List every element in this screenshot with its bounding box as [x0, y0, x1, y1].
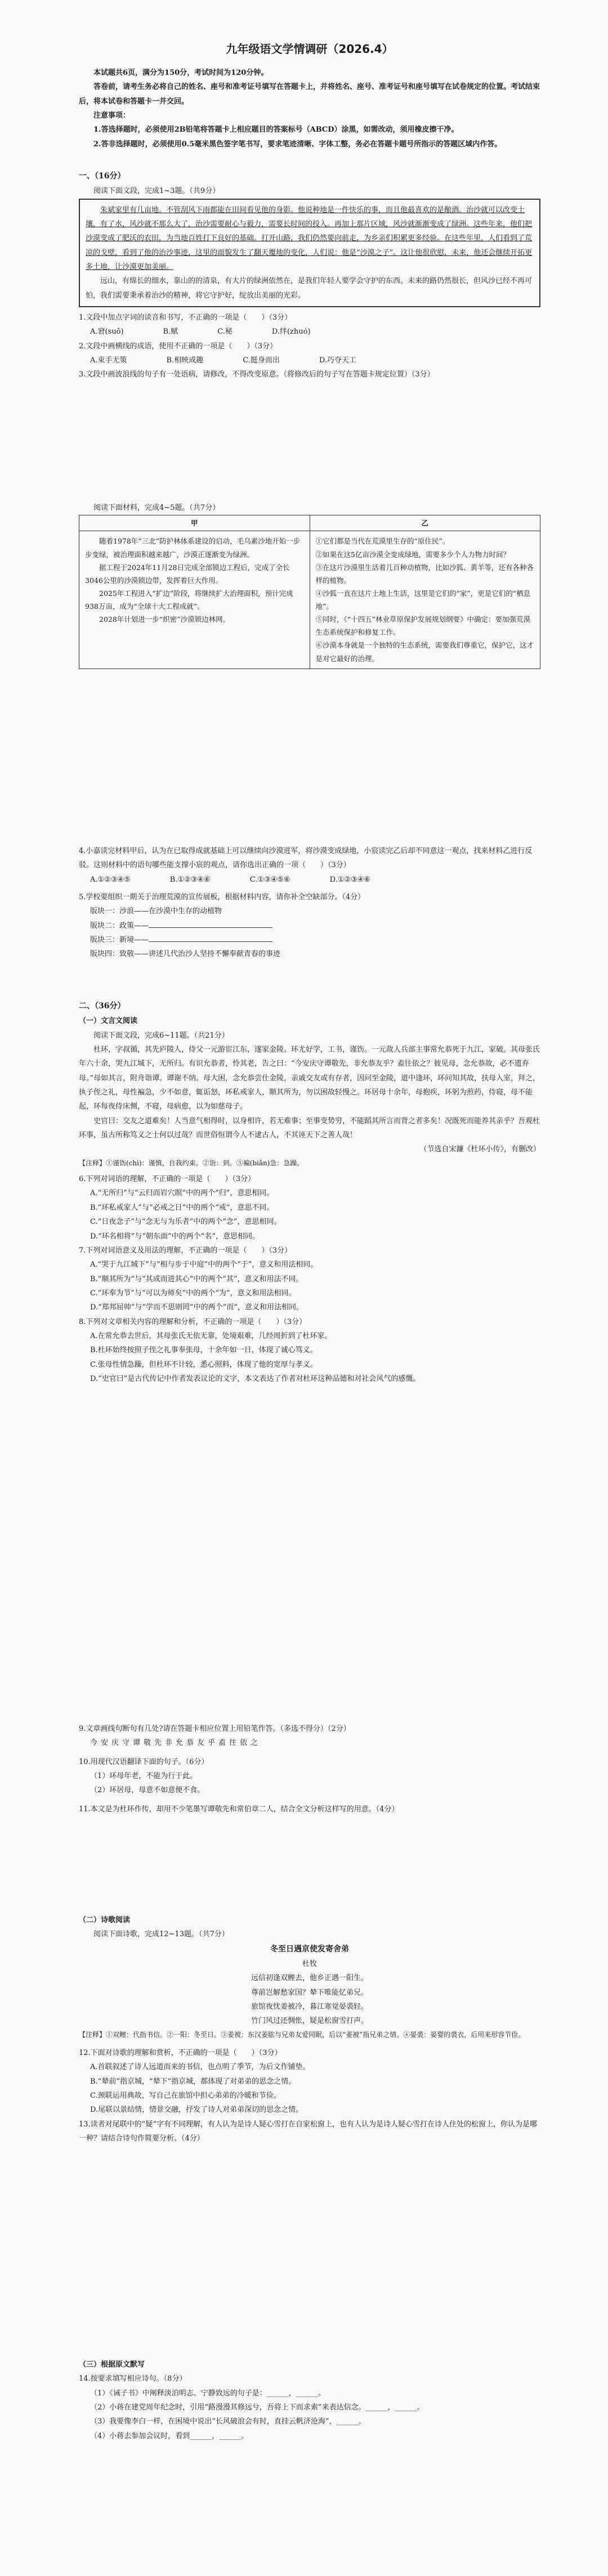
question-7: 7.下列对词语意义及用法的理解，不正确的一项是（ ）（3分） — [79, 1246, 292, 1255]
q14-item-2[interactable]: （2）小蒋在建党周年纪念时，引用“路漫漫其修远兮，吾将上下而求索”来表达信念。______，______。 — [90, 2403, 424, 2412]
question-4-options — [79, 873, 540, 887]
question-2: 2.文段中画横线的成语，使用不正确的一项是（ ）（3分） — [79, 342, 278, 351]
q1-option-c[interactable]: C.秘 — [217, 327, 233, 336]
q7-option-b[interactable]: B.“顺其所为”与“其成而进其心”中的两个“其”，意义和用法不同。 — [90, 1274, 303, 1283]
material-b-item: ①它们都是当代在荒漠里生存的“原住民”。 — [315, 537, 450, 546]
question-1: 1.文段中加点字词的读音和书写，不正确的一项是（ ）（3分） — [79, 313, 292, 322]
q1-option-b[interactable]: B.赋 — [163, 327, 178, 336]
q4-option-b[interactable]: B.①②③④⑥ — [169, 875, 211, 884]
exam-header — [79, 38, 540, 151]
poem-line-2: 尊前岂解愁家国？辇下唯能忆弟兄。 — [251, 1988, 368, 1997]
material-col-b-header: 乙 — [310, 515, 540, 531]
q12-option-d[interactable]: D.尾联以景结情，情景交融，抒发了诗人对弟弟深切的思念之情。 — [90, 2106, 303, 2115]
read-intro-1-3: 阅读下面文段，完成1~3题。（共9分） — [93, 187, 220, 196]
q9-sentence[interactable]: 今安庆守谭敬先非允恭友乎盍往依之 — [90, 1739, 262, 1748]
poetry-section-title: （二）诗歌阅读 — [79, 1916, 131, 1924]
q6-option-d[interactable]: D.“环名相将”与“朝东面”中的两个“名”，意思相同。 — [90, 1232, 260, 1241]
question-4: 4.小嘉读完材料甲后，认为在已取得成就基础上可以继续向沙漠进军，将沙漠变成绿地，小宸读完乙后却不同意这一观点，找来材料乙进行反驳。这则材料中的语句哪些能支撑小宸的观点，请你选出正确的一项（ ）（3分） — [79, 847, 533, 870]
q2-option-d[interactable]: D.巧夺天工 — [319, 356, 356, 365]
questions-4-5 — [79, 844, 540, 962]
classical-section-title: （一）文言文阅读 — [79, 1017, 138, 1026]
question-10: 10.用现代汉语翻译下面的句子。（6分） — [79, 1757, 209, 1766]
material-b-item: ②如果在这5亿亩沙漠全变成绿地，需要多少个人力物力时间？ — [315, 550, 510, 559]
material-section — [79, 501, 540, 669]
recitation-section-title: （三）根据原文默写 — [79, 2360, 145, 2369]
read-intro-4-5: 阅读下面材料，完成4~5题。（共7分） — [93, 504, 220, 512]
material-a-para: 据工程于2024年11月28日完成全部锁边工程后，完成了全长3046公里的沙漠锁边带，发挥着巨大作用。 — [85, 563, 290, 585]
q2-option-b[interactable]: B.相映成趣 — [166, 356, 204, 365]
q6-option-a[interactable]: A.“无所归”与“云归而岩穴暝”中的两个“归”，意思相同。 — [90, 1189, 274, 1198]
q12-option-b[interactable]: B.“辇前”指京城，“辇下”指京城，都体现了对弟弟的思念之情。 — [90, 2077, 296, 2086]
poem-line-3: 旅馆夜忧姜被冷，暮江寒觉晏裘轻。 — [251, 2003, 368, 2012]
question-11: 11.本文是为杜环作传，却用不少笔墨写谭敬先和常伯章二人，结合全文分析这样写的用意。（4分） — [79, 1805, 399, 1814]
classical-source: （节选自宋濂《杜环小传》，有删改） — [419, 1145, 540, 1154]
q6-option-b[interactable]: B.“环私戒家人”与“必戒之日”中的两个“戒”，意思不同。 — [90, 1203, 274, 1212]
q4-option-d[interactable]: D.①②③④⑥ — [329, 875, 371, 884]
notice-2: 2.答非选择题时，必须使用0.5毫米黑色签字笔书写，要求笔迹清晰、字体工整，务必在答题卡题号所指示的答题区域内作答。 — [93, 140, 502, 149]
material-a-para: 随着1978年“三北”防护林体系建设的启动，毛乌素沙地开始一步步变绿，被治理面积越来越广，沙漠正逐渐变为绿洲。 — [85, 537, 301, 559]
classical-passage: 杜环，字叔循，其先庐陵人，侍父一元游宦江东，遂家金陵。环尤好学，工书，谨饬。一元故人兵部主事常允恭死于九江，家破。其母张氏年六十余，哭九江城下，无所归。有识允恭者，怜其老，告之曰：“今安庆守谭敬先，非允恭友乎？盍往依之？彼见母，念允恭故，必不遗弃母。”母如其言，附舟诣谭。谭谢不纳。母大困，念允恭尝仕金陵，亲戚交友或有存者，因问至金陵，道中逢环，环问知其故，扶母入室，拜之，执子侄之礼，母性褊急，少不如意，辄诟怒，环私戒家人，顺其所为，勿以困故轻慢之。环居母十余年，母抱疾，环躬为煎药，侍寝，母不能起，环每夜侍床侧，不寝，母病愈，以为如慈母子。 — [79, 1045, 540, 1111]
passage-text: 朱斌家里有几亩地。不管刮风下雨都能在田间看见他的身影。他说种地是一件快乐的事，而且他最喜欢的是酿酒。治沙就可以改变土壤，有了水，风沙就不那么大了，治沙需要耐心与毅力，需要长时间的投入。再加上那片区域，风沙就渐渐变成了绿洲。这些年来，他们把沙漠变成了肥沃的农田，为当地百姓打下良好的基础。打开山路，我们仍然要向前走，为乡亲们积累更多经验。在这些年里，人们看到了荒凉的戈壁，看到了他的治沙事迹，这里的面貌发生了翻天覆地的变化，人们说：他是“沙漠之子”。这让他很欣慰，未来，他还会继续开拓更多土地，让沙漠更加美丽。 — [86, 205, 533, 272]
q1-option-d[interactable]: D.绊(zhuó) — [271, 327, 311, 336]
poetry-section — [79, 1913, 540, 2146]
question-5: 5.学校要组织一期关于治理荒漠的宣传展板，根据材料内容，请你补全空缺部分。（4分） — [79, 893, 365, 902]
q14-item-3[interactable]: （3）我要像李白一样，在困境中说出“长风破浪会有时，直挂云帆济沧海”，______。 — [90, 2417, 366, 2426]
classical-notes: 【注释】①谨饬(chì)：谨慎，自我约束。②诣：到。③褊(biǎn)急：急躁。 — [79, 1159, 304, 1167]
material-col-a — [79, 531, 310, 668]
board-2: 版块二：政策—— — [79, 919, 540, 933]
q1-option-a[interactable]: A.窘(suō) — [90, 327, 124, 336]
q7-option-a[interactable]: A.“哭于九江城下”与“相与步于中庭”中的两个“于”，意义和用法相同。 — [90, 1260, 318, 1269]
question-2-options — [79, 353, 540, 367]
read-intro-6-11: 阅读下面文段，完成6~11题。（共21分） — [93, 1031, 229, 1040]
q14-item-1[interactable]: （1）《诫子书》中阐释淡泊明志、宁静致远的句子是：______，______。 — [90, 2389, 325, 2398]
material-col-a-header: 甲 — [79, 515, 310, 531]
q10-item-1: （1）环母年老，不能为行于此。 — [90, 1772, 198, 1781]
question-13: 13.读者对尾联中的“疑”字有不同理解，有人认为是诗人疑心雪打在自家松窗上，也有人认为是诗人疑心雪打在诗人住处的松窗上，你认为是哪一种？请结合诗句作简要分析。（4分） — [79, 2120, 537, 2143]
q10-item-2: （2）环居母，母意不如意便不食。 — [90, 1786, 205, 1795]
exam-title: 九年级语文学情调研（2026.4） — [226, 42, 394, 56]
notice-1: 1.答选择题时，必须使用2B铅笔将答题卡上相应题目的答案标号（ABCD）涂黑，如需改动，须用橡皮擦干净。 — [93, 125, 459, 134]
board-1: 版块一：沙浪——在沙漠中生存的动植物 — [90, 907, 222, 916]
board-4: 版块四：致敬——讲述几代治沙人坚持不懈奉献青春的事迹 — [90, 950, 281, 959]
question-14: 14.按要求填写相应诗句。（8分） — [79, 2375, 187, 2384]
part-one-heading: 一、（16分） — [79, 172, 126, 181]
recitation-section — [79, 2358, 540, 2443]
exam-intro-2: 答卷前，请考生务必将自己的姓名、座号和准考证号填写在答题卡上，并将姓名、座号、准考证号和座号填写在试卷规定的位置。考试结束后，将本试卷和答题卡一并交回。 — [79, 83, 540, 106]
poem-line-4: 竹门风过还惆怅，疑是松窗雪打声。 — [251, 2017, 368, 2026]
part-two — [79, 999, 540, 1386]
board-3-blank[interactable] — [149, 934, 272, 942]
questions-9-11 — [79, 1722, 540, 1816]
exam-intro: 本试题共6页，满分为150分，考试时间为120分钟。 — [93, 69, 269, 77]
q8-option-a[interactable]: A.在常允恭去世后，其母张氏无依无靠，处境艰难，几经周折到了杜环家。 — [90, 1331, 332, 1340]
q4-option-c[interactable]: C.①③④⑤⑥ — [249, 875, 290, 884]
material-a-para: 2025年工程进入“扩边”阶段，将继续扩大治理面积，预计完成938万亩，成为“全球十大工程成就”。 — [85, 589, 293, 611]
material-b-item: ④沙狐一直在这片土地上生活，这里是它们的“家”，更是它们的“栖息地”。 — [315, 589, 531, 611]
question-1-options — [79, 325, 540, 339]
q2-option-a[interactable]: A.束手无策 — [90, 356, 127, 365]
question-3: 3.文段中画波浪线的句子有一处语病，请修改，不得改变原意。（将修改后的句子写在答题卡规定位置）（3分） — [79, 370, 435, 379]
material-b-item: ⑤同时，《“十四五”林业草原保护发展规划纲要》中确定：要加强荒漠生态系统保护和修复工作。 — [315, 615, 531, 637]
material-b-item: ③在这片沙漠里生活着几百种动植物，比如沙狐、黄羊等，还有各种各样的植物。 — [315, 563, 534, 585]
q8-option-c[interactable]: C.张母性情急躁，但杜环不计较，悉心照料，体现了他的宽厚与孝义。 — [90, 1360, 318, 1369]
q7-option-c[interactable]: C.“环奉为节”与“可以为师矣”中的两个“为”，意义和用法相同。 — [90, 1289, 296, 1298]
passage-box — [79, 199, 540, 307]
poem-line-1: 远信初逢双鲤去，他乡正遇一阳生。 — [251, 1974, 368, 1983]
material-table — [79, 515, 540, 668]
q12-option-c[interactable]: C.颈联运用典故，写自己在旅馆中担心弟弟的冷暖和节俭。 — [90, 2092, 281, 2101]
board-2-blank[interactable] — [149, 919, 272, 928]
q8-option-b[interactable]: B.杜环始终按照子侄之礼事奉张母，十余年如一日，体现了诚心笃义。 — [90, 1346, 318, 1355]
part-two-heading: 二、（36分） — [79, 1002, 126, 1011]
poem-title: 冬至日遇京使发寄舍弟 — [270, 1944, 349, 1954]
part-one — [79, 169, 540, 382]
q4-option-a[interactable]: A.①②③④⑤ — [90, 875, 131, 884]
poem-notes: 【注释】①双鲤：代指书信。②一阳：冬至日。③姜被：东汉姜肱与兄弟友爱同眠，后以“姜被”指兄弟之情。④晏裘：晏婴的裘衣，后用来形容节俭。 — [79, 2030, 525, 2039]
q14-item-4[interactable]: （4）小蒋去参加会议时，看到______，______。 — [90, 2431, 249, 2440]
read-intro-12-13: 阅读下面诗歌，完成12~13题。（共7分） — [93, 1930, 229, 1939]
q6-option-c[interactable]: C.“日夜念子”与“念无与为乐者”中的两个“念”，意思相同。 — [90, 1218, 281, 1227]
q2-option-c[interactable]: C.挺身而出 — [243, 356, 280, 365]
question-9: 9.文章画线句断句有几处?请在答题卡相应位置上用铅笔作答。（多选不得分）（2分） — [79, 1725, 351, 1733]
material-a-para: 2028年计划进一步“织密”沙漠锁边林网。 — [99, 615, 230, 624]
board-3: 版块三：新境—— — [79, 933, 540, 947]
question-8: 8.下列对文章相关内容的理解和分析，不正确的一项是（ ）（3分） — [79, 1317, 307, 1326]
poem-author: 杜牧 — [302, 1959, 317, 1968]
notice-title: 注意事项： — [93, 111, 131, 120]
q7-option-d[interactable]: D.“郑邦屈帅”与“学而不思则罔”中的两个“而”，意义和用法相同。 — [90, 1303, 303, 1312]
question-6: 6.下列对词语的理解，不正确的一项是（ ）（3分） — [79, 1175, 256, 1184]
passage-text-2: 远山，有绵长的细水，靠山的的清泉，有大片的绿洲依然在，是我们年轻人要学会守护的东西。未来的路仍然很长，但风沙已经不再可怕，我们需要秉承着治沙的精神，将它守护好，绽放出美丽的光彩。 — [86, 277, 533, 300]
material-col-b — [310, 531, 540, 668]
q8-option-d[interactable]: D.“史官曰”是古代传记中作者发表议论的文字，本文表达了作者对杜环这种品德和对社会风气的感慨。 — [90, 1374, 421, 1383]
q12-option-a[interactable]: A.首联叙述了诗人远道而来的书信，也点明了季节，为后文作铺垫。 — [90, 2063, 310, 2072]
question-12: 12.下面对诗歌的理解和赏析，不正确的一项是（ ）（3分） — [79, 2049, 282, 2058]
material-b-item: ⑥沙漠本身就是一个独特的生态系统，需要我们尊重它，保护它，这才是对它最好的治理。 — [315, 641, 534, 663]
classical-passage-2: 史官曰：交友之道难矣！人当意气相得时，以身相许，若无难事；至事变势穷，不能蹈其所言而背之者多矣！况既死而能养其亲乎？吾观杜环事，虽古所称笃义之士何以过哉？而世俗恒谓今人不逮古人，不其诬天下之善人哉！ — [79, 1116, 540, 1140]
